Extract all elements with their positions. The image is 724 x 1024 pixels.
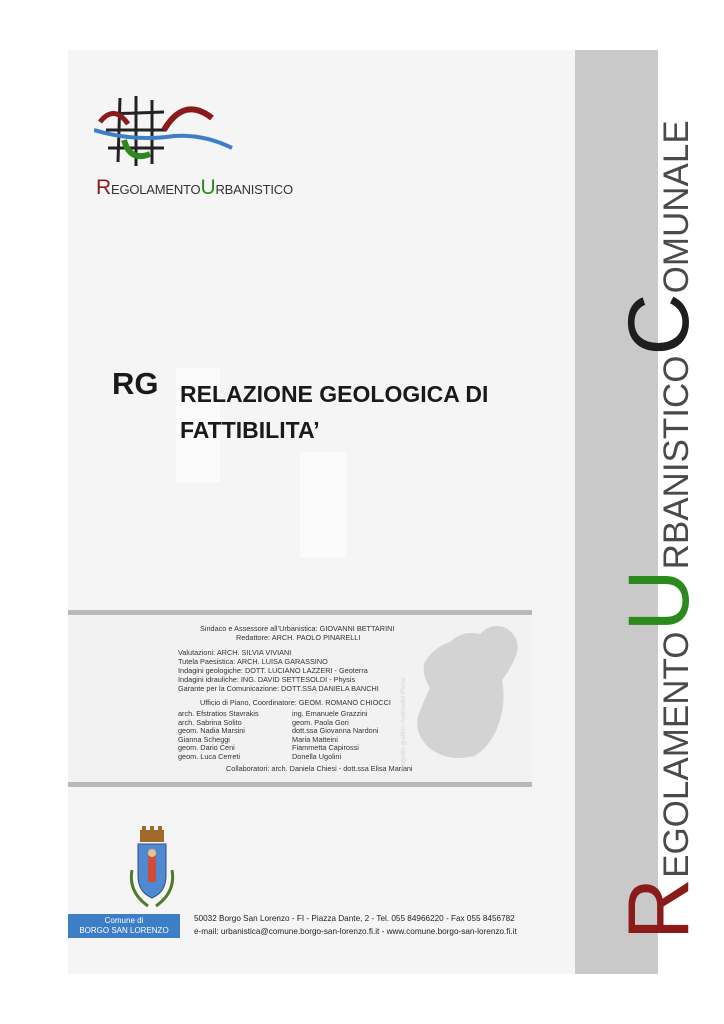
credit-idrauliche: Indagini idrauliche: ING. DAVID SETTESOLDI - Physis	[178, 675, 356, 684]
divider-top	[68, 610, 532, 615]
comune-label-box	[68, 914, 180, 938]
side-title	[611, 120, 707, 940]
credit-tutela: Tutela Paesistica: ARCH. LUISA GARASSINO	[178, 657, 328, 666]
credit-ufficio: Ufficio di Piano, Coordinatore: GEOM. ROMANO CHIOCCI	[200, 698, 391, 707]
side-title-word2: RBANISTICO	[657, 355, 696, 570]
credit-garante: Garante per la Comunicazione: DOTT.SSA DANIELA BANCHI	[178, 684, 379, 693]
staff-name: Fiammetta Capirossi	[292, 743, 359, 753]
side-title-c-letter: C	[611, 293, 707, 356]
footer-address: 50032 Borgo San Lorenzo - FI - Piazza Dante, 2 - Tel. 055 84966220 - Fax 055 8456782	[194, 914, 515, 923]
document-code: RG	[112, 366, 159, 401]
logo-u-letter: U	[200, 176, 216, 199]
staff-name: dott.ssa Giovanna Nardoni	[292, 726, 379, 736]
staff-name: Gianna Scheggi	[178, 734, 230, 744]
credit-sindaco: Sindaco e Assessore all’Urbanistica: GIOVANNI BETTARINI	[200, 624, 395, 633]
side-title-u-letter: U	[611, 569, 707, 632]
logo-r-letter: R	[96, 176, 111, 199]
staff-left-column	[178, 710, 259, 762]
staff-name: arch. Sabrina Solito	[178, 717, 242, 727]
staff-name: geom. Paola Gori	[292, 717, 349, 727]
comune-line-1: Comune di	[104, 916, 144, 925]
staff-right-column	[292, 710, 378, 762]
logo-word1: EGOLAMENTO	[110, 182, 201, 197]
credit-redattore: Redattore: ARCH. PAOLO PINARELLI	[236, 633, 361, 642]
staff-name: Maria Matteini	[292, 734, 338, 744]
staff-name: Donella Ugolini	[292, 751, 342, 761]
staff-name: arch. Efstratios Stavrakis	[178, 709, 259, 718]
credit-geologiche: Indagini geologiche: DOTT. LUCIANO LAZZERI - Geoterra	[178, 666, 368, 675]
title-line-1: RELAZIONE GEOLOGICA DI	[180, 381, 489, 407]
credit-collaboratori: Collaboratori: arch. Daniela Chiesi - dott.ssa Elisa Mariani	[226, 764, 413, 773]
placeholder-block	[300, 452, 346, 558]
staff-name: ing. Emanuele Grazzini	[292, 709, 368, 718]
side-title-word3: OMUNALE	[657, 120, 696, 294]
comune-line-2: BORGO SAN LORENZO	[79, 926, 169, 935]
title-line-2: FATTIBILITA’	[180, 417, 320, 443]
staff-name: geom. Luca Cerreti	[178, 751, 241, 761]
staff-name: geom. Nadia Marsini	[178, 726, 245, 736]
municipality-map	[410, 620, 525, 762]
credit-valutazioni: Valutazioni: ARCH. SILVIA VIVIANI	[178, 648, 292, 657]
logo-word2: RBANISTICO	[215, 182, 293, 197]
side-title-word1: EGOLAMENTO	[657, 631, 696, 878]
comune-crest-icon	[124, 826, 180, 912]
staff-name: geom. Dario Ceni	[178, 743, 235, 753]
footer-contacts: e-mail: urbanistica@comune.borgo-san-lorenzo.fi.it - www.comune.borgo-san-lorenzo.fi.it	[194, 927, 517, 936]
document-title	[180, 376, 510, 448]
side-title-r-letter: R	[611, 877, 707, 940]
credit-grafico: Progetto grafico: Antonello Pinna	[400, 677, 407, 772]
divider-bottom	[68, 782, 532, 787]
logo-caption	[96, 176, 293, 200]
